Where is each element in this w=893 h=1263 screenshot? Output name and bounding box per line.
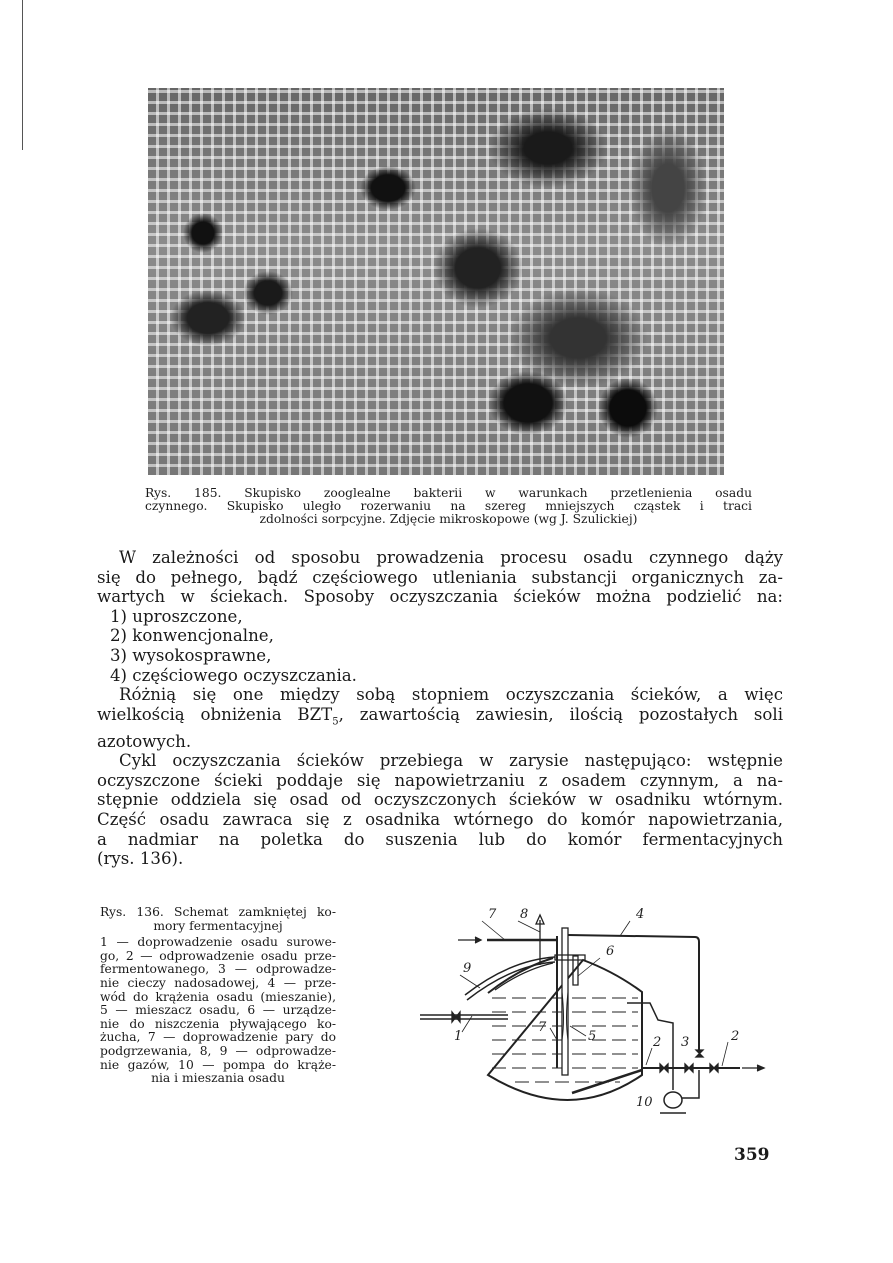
inlet-pipe-1	[420, 1015, 508, 1019]
text-part: wielkością obniżenia BZT	[97, 704, 333, 724]
label-9: 9	[463, 961, 472, 976]
fermentation-chamber-diagram	[420, 880, 780, 1130]
list-item: 3) wysokosprawne,	[110, 645, 272, 665]
list-item: 2) konwencjonalne,	[110, 626, 274, 646]
body-text	[97, 548, 783, 869]
text-line: azotowych.	[97, 731, 192, 751]
text-line: W zależności od sposobu prowadzenia procesu osadu czynnego dąży	[119, 548, 783, 567]
legend-line: 1 — doprowadzenie osadu surowe-	[100, 935, 336, 950]
caption-line: czynnego. Skupisko uległo rozerwaniu na szereg mniejszych cząstek i traci	[145, 499, 752, 513]
figure-135-caption	[145, 487, 752, 526]
caption-title-line: mory fermentacyjnej	[153, 918, 283, 933]
text-line: wartych w ściekach. Sposoby oczyszczania ścieków można podzielić na:	[97, 587, 783, 607]
outlet-arrow	[742, 1065, 764, 1071]
label-10: 10	[636, 1095, 653, 1110]
text-line: stępnie oddziela się osad od oczyszczonych ścieków w osadniku wtórnym.	[97, 790, 783, 810]
legend-line: 5 — mieszacz osadu, 6 — urządze-	[100, 1003, 336, 1018]
text-line: Cykl oczyszczania ścieków przebiega w zarysie następująco: wstępnie	[119, 751, 783, 771]
label-5: 5	[588, 1029, 597, 1044]
caption-line: Rys. 185. Skupisko zooglealne bakterii w warunkach przetlenienia osadu	[145, 486, 752, 500]
steam-inlet-arrow	[458, 937, 481, 943]
supernatant-pipe-3	[627, 1003, 673, 1068]
figure-136-caption	[100, 906, 336, 1086]
legend-line: nie gazów, 10 — pompa do krąże-	[100, 1057, 336, 1072]
microscope-photo	[148, 88, 724, 475]
label-4: 4	[636, 907, 645, 922]
label-6: 6	[606, 944, 615, 959]
label-2: 2	[653, 1035, 662, 1050]
pump-10	[660, 1068, 699, 1113]
subscript: 5	[332, 716, 339, 728]
text-line: Część osadu zawraca się z osadnika wtórnego do komór napowietrzania,	[97, 810, 783, 830]
legend-line: fermentowanego, 3 — odprowadze-	[100, 962, 336, 977]
text-line: oczyszczone ścieki poddaje się napowietrzaniu z osadem czynnym, a na-	[97, 770, 783, 790]
list-item: 1) uproszczone,	[110, 606, 243, 626]
list-item: 4) częściowego oczyszczania.	[110, 665, 357, 685]
inlet-valve	[452, 1012, 460, 1022]
text-line: a nadmiar na poletka do suszenia lub do komór fermentacyjnych	[97, 829, 783, 849]
label-1: 1	[454, 1029, 463, 1044]
legend-line: nie do niszczenia pływającego ko-	[100, 1016, 336, 1031]
legend-line: go, 2 — odprowadzenie osadu prze-	[100, 948, 336, 963]
label-8: 8	[520, 907, 529, 922]
text-line: Różnią się one między sobą stopniem oczyszczania ścieków, a więc	[119, 685, 783, 705]
scan-margin-mark	[22, 0, 23, 150]
label-7: 7	[488, 907, 497, 922]
label-7-inner: 7	[538, 1020, 547, 1035]
scum-device-6	[555, 955, 585, 985]
caption-title-line: Rys. 136. Schemat zamkniętej ko-	[100, 905, 336, 919]
legend-line: nia i mieszania osadu	[151, 1071, 285, 1086]
label-3: 3	[681, 1035, 690, 1050]
text-line: (rys. 136).	[97, 849, 184, 869]
text-part: , zawartością zawiesin, ilością pozostałych soli	[338, 704, 784, 724]
legend-line: wód do krążenia osadu (mieszanie),	[100, 989, 336, 1004]
caption-line: zdolności sorpcyjne. Zdjęcie mikroskopowe (wg J. Szulickiej)	[259, 512, 638, 526]
text-line	[97, 705, 783, 732]
legend-line: żucha, 7 — doprowadzenie pary do	[100, 1030, 336, 1045]
label-2-right: 2	[731, 1029, 740, 1044]
legend-line: nie cieczy nadosadowej, 4 — prze-	[100, 975, 336, 990]
legend-line: podgrzewania, 8, 9 — odprowadze-	[100, 1043, 336, 1058]
text-line: się do pełnego, bądź częściowego utleniania substancji organicznych za-	[97, 567, 783, 587]
page-number: 359	[734, 1145, 770, 1165]
